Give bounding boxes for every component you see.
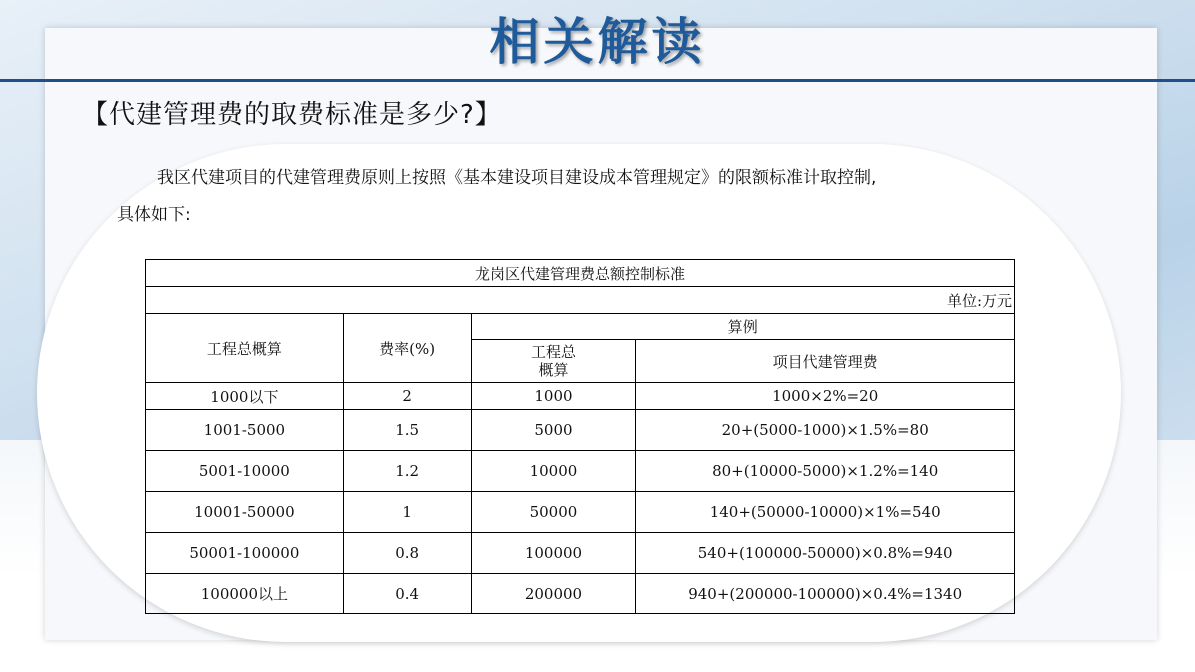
intro-line-2: 具体如下: [117, 205, 191, 225]
cell-fee: 540+(100000-50000)×0.8%=940 [636, 533, 1015, 574]
cell-rate: 1.2 [343, 451, 471, 492]
cell-range: 100000以上 [146, 574, 344, 614]
header-example: 算例 [471, 314, 1014, 340]
cell-budget: 10000 [471, 451, 636, 492]
header-rate: 费率(%) [343, 314, 471, 383]
fee-standard-table [145, 259, 1015, 614]
cell-fee: 20+(5000-1000)×1.5%=80 [636, 410, 1015, 451]
table-row [146, 574, 1015, 614]
table-row [146, 492, 1015, 533]
table-row [146, 410, 1015, 451]
header-example-fee: 项目代建管理费 [636, 340, 1015, 383]
header-example-budget: 工程总 概算 [471, 340, 636, 383]
intro-paragraph [117, 160, 1017, 234]
title-band [0, 0, 1195, 80]
table-row [146, 533, 1015, 574]
cell-budget: 100000 [471, 533, 636, 574]
cell-range: 50001-100000 [146, 533, 344, 574]
page-title: 相关解读 [489, 13, 706, 71]
question-heading: 【代建管理费的取费标准是多少?】 [82, 100, 502, 130]
cell-budget: 50000 [471, 492, 636, 533]
cell-fee: 80+(10000-5000)×1.2%=140 [636, 451, 1015, 492]
cell-range: 1001-5000 [146, 410, 344, 451]
table-row [146, 383, 1015, 410]
cell-budget: 1000 [471, 383, 636, 410]
cell-budget: 200000 [471, 574, 636, 614]
cell-range: 10001-50000 [146, 492, 344, 533]
cell-fee: 140+(50000-10000)×1%=540 [636, 492, 1015, 533]
intro-line-1: 我区代建项目的代建管理费原则上按照《基本建设项目建设成本管理规定》的限额标准计取控制, [157, 168, 877, 188]
cell-rate: 0.4 [343, 574, 471, 614]
table-caption: 龙岗区代建管理费总额控制标准 [146, 260, 1015, 287]
header-budget: 工程总概算 [146, 314, 344, 383]
cell-rate: 1.5 [343, 410, 471, 451]
cell-rate: 0.8 [343, 533, 471, 574]
cell-fee: 940+(200000-100000)×0.4%=1340 [636, 574, 1015, 614]
cell-rate: 1 [343, 492, 471, 533]
cell-range: 5001-10000 [146, 451, 344, 492]
cell-range: 1000以下 [146, 383, 344, 410]
table-row [146, 451, 1015, 492]
cell-rate: 2 [343, 383, 471, 410]
cell-budget: 5000 [471, 410, 636, 451]
cell-fee: 1000×2%=20 [636, 383, 1015, 410]
title-underline [0, 79, 1195, 82]
table-unit: 单位:万元 [146, 287, 1015, 314]
